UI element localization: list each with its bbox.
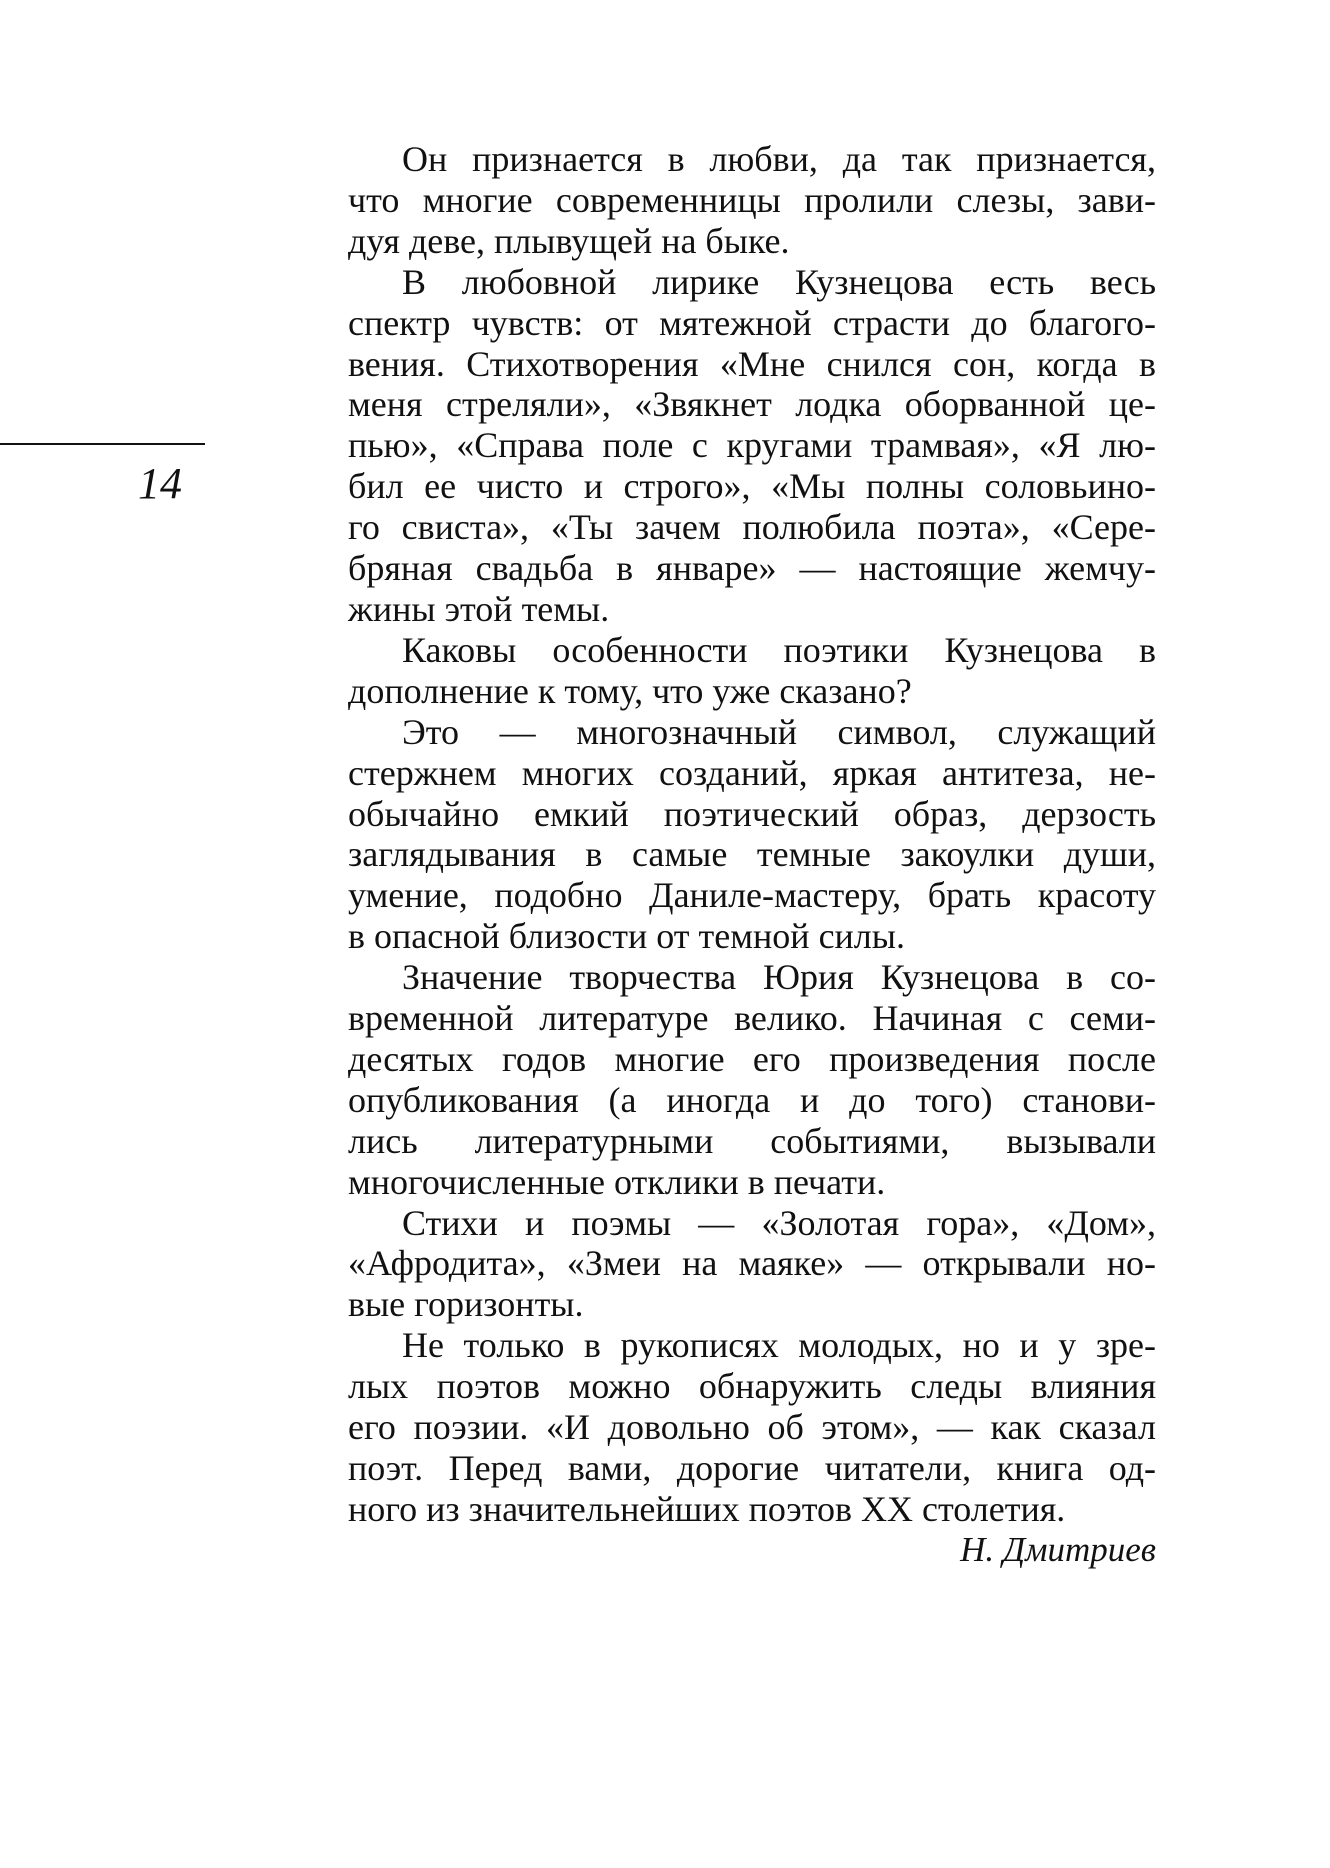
text-line: «Афродита», «Змеи на маяке» — открывали но- (348, 1243, 1156, 1284)
text-line: спектр чувств: от мятежной страсти до благого- (348, 302, 1156, 343)
author-signature: Н. Дмитриев (960, 1529, 1156, 1569)
text-line: лись литературными событиями, вызывали (348, 1120, 1156, 1161)
text-line: Не только в рукописях молодых, но и у зре- (402, 1325, 1156, 1366)
text-line: заглядывания в самые темные закоулки души, (348, 834, 1156, 875)
text-line: вые горизонты. (348, 1284, 584, 1325)
text-line: умение, подобно Даниле-мастеру, брать красоту (348, 875, 1156, 916)
text-line: пью», «Справа поле с кругами трамвая», «Я лю- (348, 425, 1156, 466)
text-line: многочисленные отклики в печати. (348, 1161, 886, 1202)
margin-rule (0, 443, 205, 445)
text-line: Он признается в любви, да так признается, (402, 139, 1156, 179)
text-line: в опасной близости от темной силы. (348, 916, 905, 957)
body-text (294, 139, 1156, 1571)
text-line: дополнение к тому, что уже сказано? (348, 670, 912, 711)
text-line: опубликования (а иногда и до того) станови- (348, 1079, 1156, 1120)
paragraph-4 (294, 712, 1156, 957)
text-line: обычайно емкий поэтический образ, дерзость (348, 793, 1156, 834)
text-line: лых поэтов можно обнаружить следы влияния (348, 1366, 1156, 1407)
text-line: что многие современницы пролили слезы, зави- (348, 179, 1156, 220)
text-line: Каковы особенности поэтики Кузнецова в (402, 629, 1156, 670)
page-number: 14 (138, 459, 182, 508)
text-line: ного из значительнейших поэтов XX столетия. (348, 1488, 1066, 1529)
text-line: Стихи и поэмы — «Золотая гора», «Дом», (402, 1202, 1156, 1243)
text-line: десятых годов многие его произведения после (348, 1038, 1156, 1079)
paragraph-2 (294, 262, 1156, 630)
paragraph-5 (294, 957, 1156, 1202)
text-line: Значение творчества Юрия Кузнецова в со- (402, 957, 1156, 998)
paragraph-1 (294, 139, 1156, 262)
text-line: его поэзии. «И довольно об этом», — как сказал (348, 1407, 1156, 1448)
text-line: стержнем многих созданий, яркая антитеза, не- (348, 752, 1156, 793)
text-line: вения. Стихотворения «Мне снился сон, когда в (348, 343, 1156, 384)
text-line: временной литературе велико. Начиная с семи- (348, 998, 1156, 1039)
text-line: бил ее чисто и строго», «Мы полны соловьино- (348, 466, 1156, 507)
text-line: поэт. Перед вами, дорогие читатели, книга од- (348, 1448, 1156, 1488)
text-line: бряная свадьба в январе» — настоящие жемчу- (348, 548, 1156, 589)
text-line: жины этой темы. (348, 588, 610, 629)
text-line: дуя деве, плывущей на быке. (348, 220, 790, 261)
text-line: меня стреляли», «Звякнет лодка оборванной це- (348, 384, 1156, 425)
text-line: Это — многозначный символ, служащий (402, 711, 1156, 752)
paragraph-7 (294, 1325, 1156, 1530)
text-line: В любовной лирике Кузнецова есть весь (402, 261, 1156, 302)
paragraph-6 (294, 1203, 1156, 1326)
paragraph-3 (294, 630, 1156, 712)
text-line: го свиста», «Ты зачем полюбила поэта», «Сере- (348, 507, 1156, 548)
